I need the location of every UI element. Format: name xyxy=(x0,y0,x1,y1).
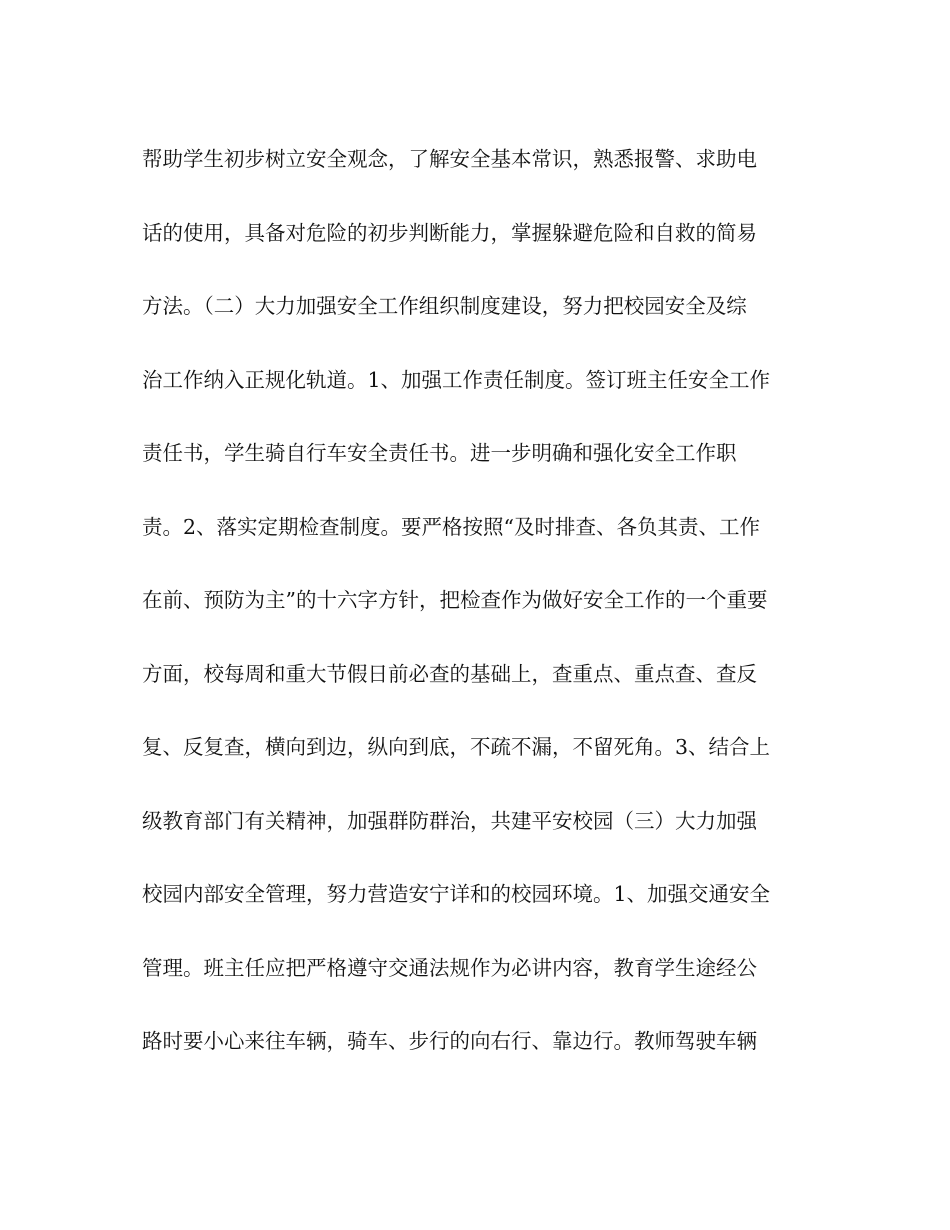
text-line: 治工作纳入正规化轨道。1、加强工作责任制度。签订班主任安全工作 xyxy=(142,367,771,392)
text-line: 方法。（二）大力加强安全工作组织制度建设，努力把校园安全及综 xyxy=(142,294,747,318)
text-line: 方面，校每周和重大节假日前必查的基础上，查重点、重点查、查反 xyxy=(142,661,757,686)
text-line: 路时要小心来往车辆，骑车、步行的向右行、靠边行。教师驾驶车辆 xyxy=(142,1029,757,1053)
document-body xyxy=(142,136,822,1092)
text-line: 复、反复查，横向到边，纵向到底，不疏不漏，不留死角。3、结合上 xyxy=(142,735,771,759)
text-line: 在前、预防为主”的十六字方针，把检查作为做好安全工作的一个重要 xyxy=(142,588,768,612)
text-line: 帮助学生初步树立安全观念，了解安全基本常识，熟悉报警、求助电 xyxy=(142,147,757,171)
text-line: 责任书，学生骑自行车安全责任书。进一步明确和强化安全工作职 xyxy=(142,441,737,465)
text-line: 级教育部门有关精神，加强群防群治，共建平安校园（三）大力加强 xyxy=(142,808,757,833)
text-line: 话的使用，具备对危险的初步判断能力，掌握躲避危险和自救的简易 xyxy=(142,220,757,245)
text-line: 责。2、落实定期检查制度。要严格按照“及时排查、各负其责、工作 xyxy=(142,514,761,539)
text-line: 管理。班主任应把严格遵守交通法规作为必讲内容，教育学生途经公 xyxy=(142,955,757,980)
text-line: 校园内部安全管理，努力营造安宁详和的校园环境。1、加强交通安全 xyxy=(142,882,771,906)
